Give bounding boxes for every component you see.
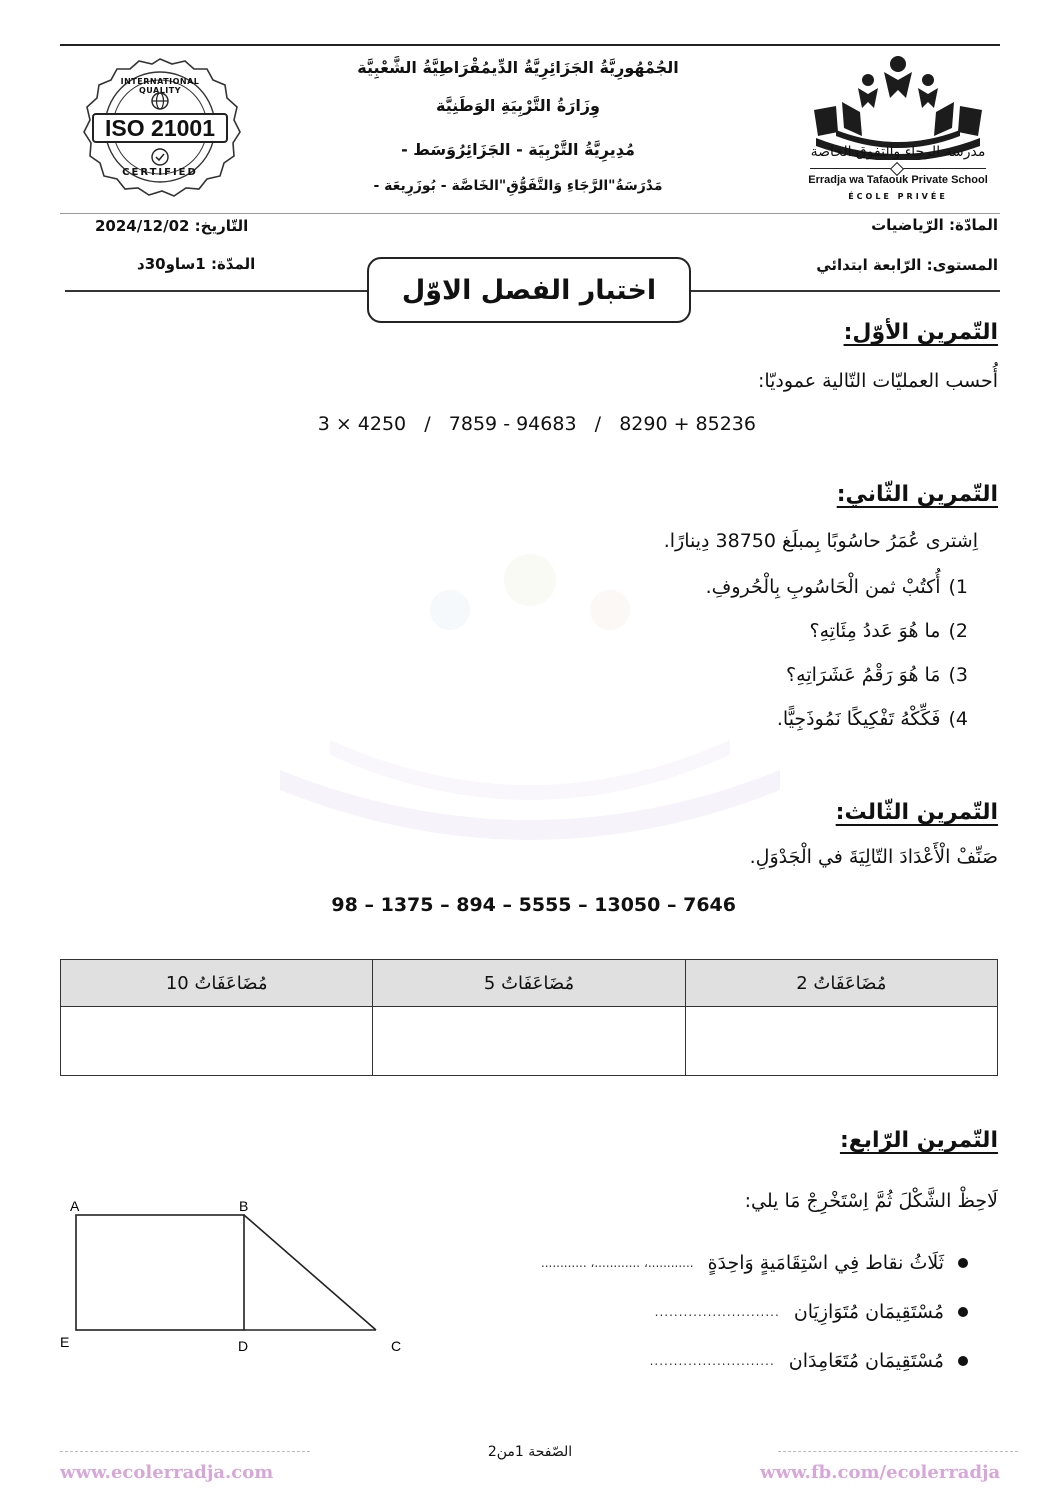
question-number: 3) <box>948 664 968 686</box>
segment-bc <box>244 1215 376 1330</box>
meta-date: التّاريخ: 2024/12/02 <box>95 217 249 235</box>
answer-cell[interactable] <box>685 1007 997 1076</box>
header-bottom-rule <box>60 213 1000 214</box>
ex4-item-2 <box>655 1301 968 1323</box>
ex2-question-1 <box>706 576 968 598</box>
ex3-title: التّمرين الثّالث: <box>835 800 998 825</box>
item-label: ثَلَاثُ نقاط فِي اسْتِقَامَيةٍ وَاحِدَةٍ <box>707 1252 944 1274</box>
question-number: 4) <box>948 708 968 730</box>
meta-duration: المدّة: 1ساو30د <box>137 255 256 273</box>
ex4-instruction: لَاحِظْ الشَّكْلَ ثُمَّ اِسْتَخْرِجْ مَا يلي: <box>744 1190 998 1212</box>
answer-cell[interactable] <box>373 1007 685 1076</box>
bullet-icon <box>958 1258 968 1268</box>
ex4-title: التّمرين الرّابع: <box>839 1128 998 1153</box>
footer-rule-right <box>778 1451 1018 1453</box>
geometry-figure <box>58 1195 408 1365</box>
meta-subject: المادّة: الرّياضيات <box>871 216 998 234</box>
ex2-question-2 <box>810 620 968 642</box>
table-header-row <box>61 960 998 1007</box>
header-top-rule <box>60 44 1000 46</box>
item-label: مُسْتَقِيمَان مُتَعَامِدَان <box>788 1350 944 1372</box>
point-label-a: A <box>70 1198 80 1214</box>
logo-subtitle: ÉCOLE PRIVÉE <box>848 192 948 201</box>
seal-top-text: INTERNATIONAL QUALITY <box>120 77 200 95</box>
ex1-operations: 85236 + 8290 / 94683 - 7859 / 4250 × 3 <box>317 413 756 435</box>
logo-name-ar: مدرسة الرجاء والتفوق الخاصة <box>810 144 986 160</box>
question-number: 2) <box>948 620 968 642</box>
page-number: الصّفحة 1من2 <box>487 1444 573 1460</box>
ex4-item-1 <box>541 1252 968 1274</box>
header-school: مَدْرَسَةُ"الرَّجَاءِ وَالتَّفَوُّقِ"الخَاصَّة - بُوزَرِيعَة - <box>373 178 663 194</box>
answer-blank[interactable]: ............، ............، ............ <box>540 1256 694 1270</box>
table-header-cell: مُضَاعَفَاتُ 10 <box>61 960 373 1007</box>
ex2-question-4 <box>777 708 968 730</box>
ex2-question-3 <box>786 664 968 686</box>
bullet-icon <box>958 1356 968 1366</box>
table-row <box>61 1007 998 1076</box>
point-label-c: C <box>391 1338 402 1354</box>
iso-seal <box>70 55 250 205</box>
item-label: مُسْتَقِيمَان مُتَوَازِيَان <box>793 1301 944 1323</box>
question-number: 1) <box>948 576 968 598</box>
header-ministry: وِزَارَةُ التَّرْبِيَةِ الوَطَنِيَّة <box>435 96 600 115</box>
answer-blank[interactable]: .......................... <box>654 1305 780 1319</box>
seal-bottom-text: CERTIFIED <box>122 167 198 178</box>
header-directorate: مُدِيرِيَّةُ التَّرْبِيَة - الجَزَائِرُوَسَط - <box>401 140 635 159</box>
facebook-link[interactable]: www.fb.com/ecolerradja <box>760 1462 1001 1483</box>
question-text: أُكتُبْ ثمن الْحَاسُوبِ بِالْحُروفِ. <box>705 576 941 598</box>
footer-rule-left <box>60 1451 310 1453</box>
seal-standard <box>92 113 228 143</box>
ex4-item-3 <box>650 1350 968 1372</box>
globe-icon <box>150 91 170 115</box>
website-link[interactable]: www.ecolerradja.com <box>60 1462 274 1483</box>
question-text: ما هُوَ عَددُ مِئَاتِهِ؟ <box>809 620 941 642</box>
table-header-cell: مُضَاعَفَاتُ 2 <box>685 960 997 1007</box>
rectangle-abde <box>76 1215 244 1330</box>
seal-standard-text: ISO 21001 <box>105 114 215 141</box>
header-republic: الجُمْهُورِيَّةُ الجَزَائِرِيَّةُ الدِّيمُقْرَاطِيَّةُ الشَّعْبِيَّة <box>357 58 679 77</box>
exam-title: اختبار الفصل الاوّل <box>367 257 691 323</box>
multiples-table <box>60 959 998 1076</box>
question-text: فَكِّكْهُ تَفْكِيكًا نَمُوذَجِيًّا. <box>776 708 941 730</box>
ex2-statement: اِشترى عُمَرُ حاسُوبًا بِمبلَغ 38750 دِينارًا. <box>663 530 978 552</box>
ex1-title: التّمرين الأوّل: <box>843 320 998 345</box>
point-label-e: E <box>60 1334 70 1350</box>
meta-level: المستوى: الرّابعة ابتدائي <box>816 256 998 274</box>
point-label-d: D <box>238 1338 249 1354</box>
school-logo <box>806 50 990 210</box>
point-label-b: B <box>239 1198 249 1214</box>
ex3-instruction: صَنِّفْ الْأَعْدَادَ التّالِيَةَ في الْجَدْوَلِ. <box>749 846 998 868</box>
ex1-instruction: أُحسب العمليّات التّالية عموديّا: <box>757 370 998 392</box>
answer-cell[interactable] <box>61 1007 373 1076</box>
ex2-title: التّمرين الثّاني: <box>836 482 998 507</box>
ex3-numbers: 7646 – 13050 – 5555 – 894 – 1375 – 98 <box>331 894 736 916</box>
question-text: مَا هُوَ رَقْمُ عَشَرَاتِهِ؟ <box>786 664 941 686</box>
bullet-icon <box>958 1307 968 1317</box>
answer-blank[interactable]: .......................... <box>649 1354 775 1368</box>
logo-name-en: Erradja wa Tafaouk Private School <box>808 174 988 186</box>
table-header-cell: مُضَاعَفَاتُ 5 <box>373 960 685 1007</box>
